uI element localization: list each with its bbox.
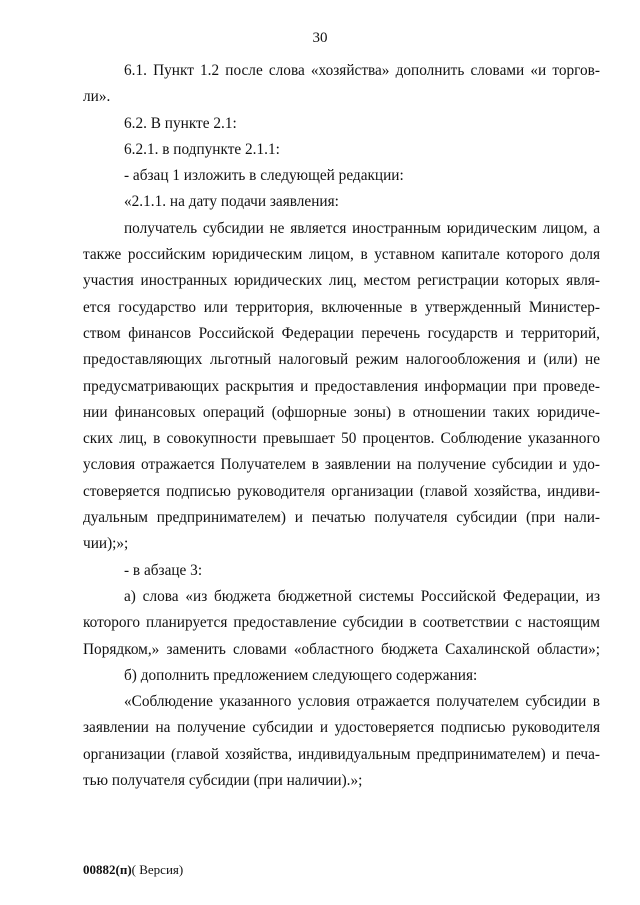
text-line: - в абзаце 3: — [124, 561, 203, 579]
text-line: тью получателя субсидии (при наличии).»; — [83, 772, 363, 790]
text-line: ских лиц, в совокупности превышает 50 процентов. Соблюдение указанного — [83, 430, 600, 448]
text-line: заявлении на получение субсидии и удостоверяется подписью руководителя — [83, 719, 600, 737]
footer-code: 00882(п) — [83, 862, 132, 877]
text-line: «2.1.1. на дату подачи заявления: — [124, 193, 339, 211]
footer-version: ( Версия) — [131, 862, 184, 877]
document-body — [83, 58, 600, 794]
text-line: участия иностранных юридических лиц, местом регистрации которых явля- — [83, 272, 600, 290]
text-line: также российским юридическим лицом, в уставном капитале которого доля — [83, 246, 600, 264]
text-line: «Соблюдение указанного условия отражается получателем субсидии в — [124, 693, 600, 711]
text-line: б) дополнить предложением следующего содержания: — [124, 666, 478, 684]
text-line: стоверяется подписью руководителя организации (главой хозяйства, индиви- — [83, 482, 600, 500]
text-line: ством финансов Российской Федерации перечень государств и территорий, — [83, 324, 600, 342]
text-line: получатель субсидии не является иностранным юридическим лицом, а — [124, 219, 600, 237]
text-line: предоставляющих льготный налоговый режим налогообложения и (или) не — [83, 351, 600, 369]
text-line: чии);»; — [83, 535, 129, 553]
text-line: 6.2. В пункте 2.1: — [124, 114, 237, 132]
text-line: организации (главой хозяйства, индивидуальным предпринимателем) и печа- — [83, 745, 600, 763]
text-line: дуальным предпринимателем) и печатью получателя субсидии (при нали- — [83, 509, 600, 527]
text-line: Порядком,» заменить словами «областного бюджета Сахалинской области»; — [83, 640, 600, 658]
text-line: а) слова «из бюджета бюджетной системы Российской Федерации, из — [124, 587, 600, 605]
text-line: предусматривающих раскрытия и предоставления информации при проведе- — [83, 377, 600, 395]
text-line: условия отражается Получателем в заявлении на получение субсидии и удо- — [83, 456, 600, 474]
text-line: которого планируется предоставление субсидии в соответствии с настоящим — [83, 614, 600, 632]
text-line: ли». — [83, 88, 111, 106]
text-line: нии финансовых операций (офшорные зоны) в отношении таких юридиче- — [83, 403, 600, 421]
text-line: ется государство или территория, включенные в утвержденный Министер- — [83, 298, 600, 316]
text-line: 6.1. Пункт 1.2 после слова «хозяйства» дополнить словами «и торгов- — [124, 62, 600, 79]
text-line: - абзац 1 изложить в следующей редакции: — [124, 167, 404, 185]
text-line: 6.2.1. в подпункте 2.1.1: — [124, 140, 280, 158]
footer-document-code — [83, 862, 183, 878]
page-number: 30 — [312, 30, 328, 46]
